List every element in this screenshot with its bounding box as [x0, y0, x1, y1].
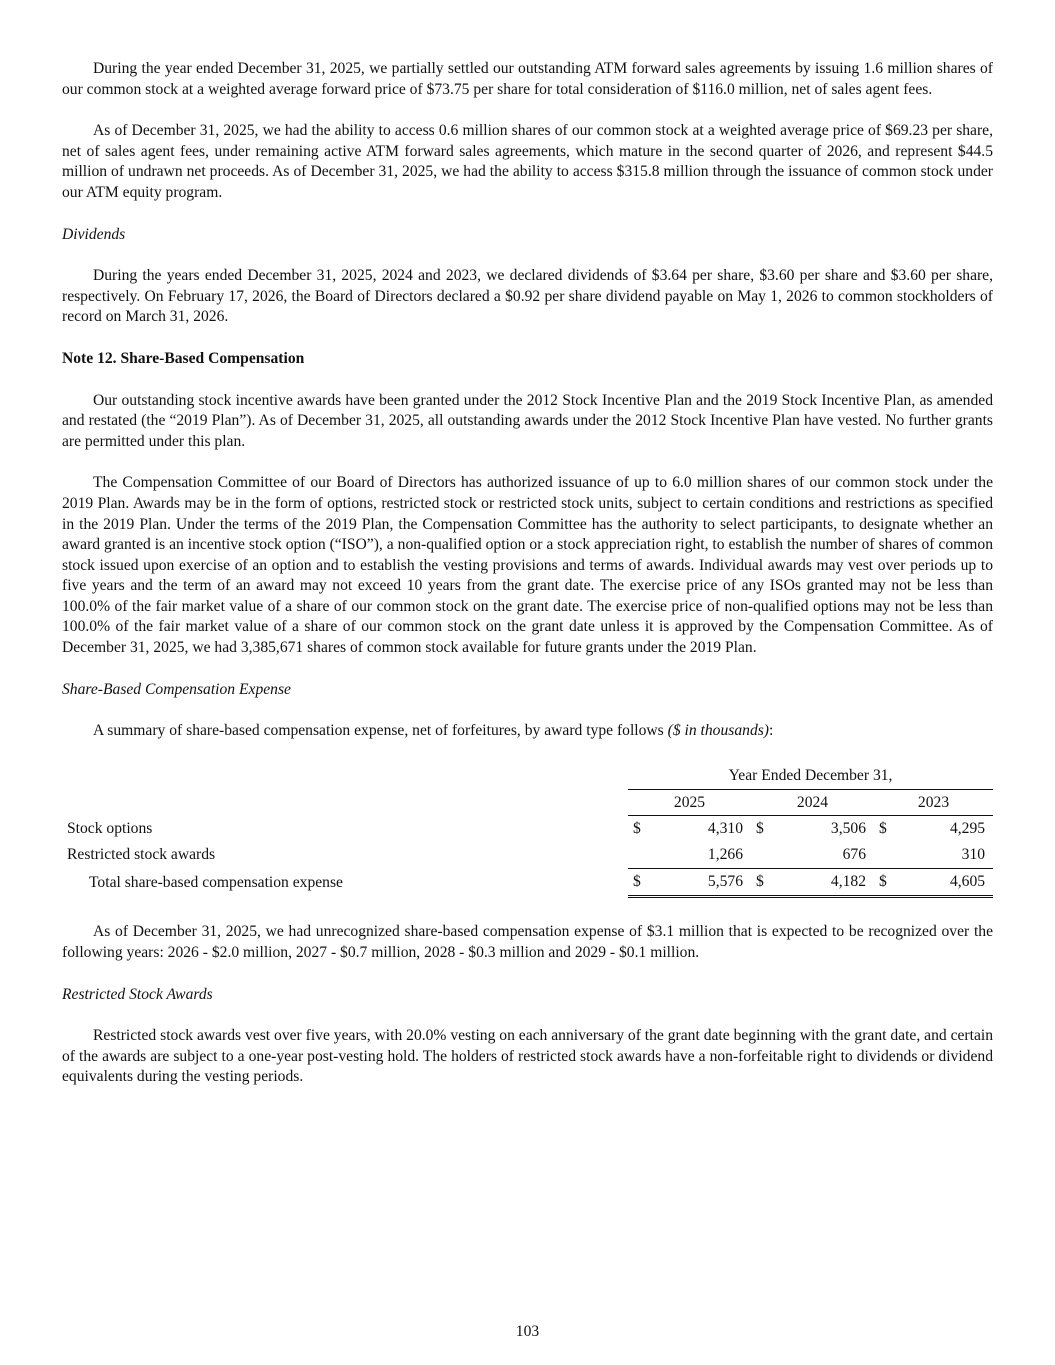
- cell-stock-options-2025: 4,310: [707, 820, 743, 838]
- currency-symbol: $: [879, 820, 887, 838]
- currency-symbol: $: [628, 869, 653, 897]
- row-label-stock-options: Stock options: [67, 819, 153, 837]
- paragraph-incentive-plans: Our outstanding stock incentive awards have been granted under the 2012 Stock Incentive Plan and the 2019 Stock Incentive Plan, as amended and restated (the “2019 Plan”). As of December 31, 2025, all outstanding awards under the 2012 Stock Incentive Plan have vested. No further grants are permitted under this plan.: [62, 391, 993, 450]
- column-header-2025: 2025: [628, 790, 751, 816]
- row-label-total: Total share-based compensation expense: [89, 873, 343, 891]
- cell-total-2023: 4,605: [899, 869, 993, 897]
- table-header-period: Year Ended December 31,: [628, 764, 993, 790]
- document-page: [62, 59, 993, 1088]
- section-heading-dividends: Dividends: [62, 225, 126, 243]
- cell-total-2025: 5,576: [653, 869, 751, 897]
- column-header-2024: 2024: [751, 790, 874, 816]
- paragraph-atm-access: As of December 31, 2025, we had the ability to access 0.6 million shares of our common stock at a weighted average price of $69.23 per share, net of sales agent fees, under remaining active ATM forward sales agreements, which mature in the second quarter of 2026, and represent $44.5 million of undrawn net proceeds. As of December 31, 2025, we had the ability to access $315.8 million through the issuance of common stock under our ATM equity program.: [62, 122, 993, 201]
- sbc-expense-table: [62, 764, 993, 899]
- row-label-restricted-stock: Restricted stock awards: [67, 846, 216, 864]
- cell-restricted-stock-2023: 310: [899, 842, 993, 869]
- paragraph-unrecognized-expense: As of December 31, 2025, we had unrecognized share-based compensation expense of $3.1 million that is expected to be recognized over the following years: 2026 - $2.0 million, 2027 - $0.7 million, 2028 - $0.3 million and 2029 - $0.1 million.: [62, 923, 993, 961]
- currency-symbol: $: [633, 820, 641, 838]
- currency-symbol: $: [756, 820, 764, 838]
- paragraph-compensation-committee: The Compensation Committee of our Board of Directors has authorized issuance of up to 6.0 million shares of our common stock under the 2019 Plan. Awards may be in the form of options, restricted stock or restricted stock units, subject to certain conditions and restrictions as specified in the 2019 Plan. Under the terms of the 2019 Plan, the Compensation Committee has the authority to select participants, to designate whether an award granted is an incentive stock option (“ISO”), a non-qualified option or a stock appreciation right, to establish the number of shares of common stock issued upon exercise of an option and to establish the vesting provisions and terms of awards. Individual awards may vest over periods up to five years and the term of an award may not exceed 10 years from the grant date. The exercise price of any ISOs granted may not be less than 100.0% of the fair market value of a share of our common stock on the grant date. The exercise price of non-qualified options may not be less than 100.0% of the fair market value of a share of our common stock on the grant date unless it is approved by the Compensation Committee. As of December 31, 2025, we had 3,385,671 shares of common stock available for future grants under the 2019 Plan.: [62, 474, 993, 657]
- cell-restricted-stock-2025: 1,266: [653, 842, 751, 869]
- note-heading: Note 12. Share-Based Compensation: [62, 349, 305, 367]
- cell-total-2024: 4,182: [776, 869, 874, 897]
- cell-stock-options-2023: 4,295: [949, 820, 986, 838]
- section-heading-restricted-stock: Restricted Stock Awards: [62, 985, 213, 1003]
- sbc-summary-units: ($ in thousands): [667, 722, 769, 740]
- paragraph-restricted-stock-vesting: Restricted stock awards vest over five years, with 20.0% vesting on each anniversary of the grant date beginning with the grant date, and certain of the awards are subject to a one-year post-vesting hold. The holders of restricted stock awards have a non-forfeitable right to dividends or dividend equivalents during the vesting periods.: [62, 1027, 993, 1086]
- paragraph-dividends: During the years ended December 31, 2025, 2024 and 2023, we declared dividends of $3.64 per share, $3.60 per share and $3.60 per share, respectively. On February 17, 2026, the Board of Directors declared a $0.92 per share dividend payable on May 1, 2026 to common stockholders of record on March 31, 2026.: [62, 267, 993, 326]
- sbc-summary-colon: :: [769, 722, 774, 740]
- table-row: [62, 842, 993, 869]
- currency-symbol: $: [874, 869, 899, 897]
- page-number: 103: [515, 1323, 540, 1340]
- table-row: [62, 816, 993, 843]
- paragraph-sbc-summary: [62, 721, 993, 742]
- cell-stock-options-2024: 3,506: [830, 820, 866, 838]
- currency-symbol: $: [751, 869, 776, 897]
- paragraph-atm-settlement: During the year ended December 31, 2025, we partially settled our outstanding ATM forward sales agreements by issuing 1.6 million shares of our common stock at a weighted average forward price of $73.75 per share for total consideration of $116.0 million, net of sales agent fees.: [62, 60, 993, 98]
- sbc-summary-text: A summary of share-based compensation expense, net of forfeitures, by award type follows: [93, 722, 668, 740]
- table-total-row: [62, 869, 993, 897]
- column-header-2023: 2023: [874, 790, 993, 816]
- cell-restricted-stock-2024: 676: [776, 842, 874, 869]
- section-heading-sbc-expense: Share-Based Compensation Expense: [62, 680, 291, 698]
